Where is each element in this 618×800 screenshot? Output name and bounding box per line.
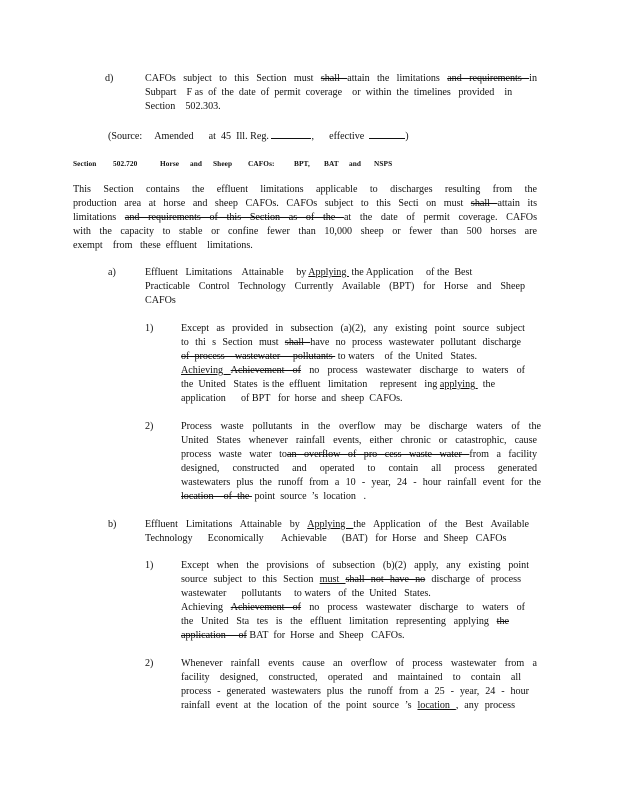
section-heading-word: CAFOs: (248, 159, 275, 168)
item-a1-line-5: the United States is the effluent limitation represent ing applying the (181, 379, 496, 390)
item-b-line-1: Effluent Limitations Attainable by Applying the Application of the Best Available (145, 519, 530, 530)
intro-line-3: limitations and requirements of this Section as of the at the date of permit coverage. CAFOs (73, 212, 537, 223)
item-b2-line-2: facility designed, constructed, operated and maintained to contain all (181, 672, 521, 683)
item-b1-line-3: wastewater pollutants to waters of the United States. (181, 588, 431, 599)
section-heading-number: 502.720 (113, 159, 138, 168)
item-b2-line-4: rainfall event at the location of the point source ’s location , any process (181, 700, 515, 711)
item-a2-line-5: wastewaters plus the runoff from a 10 - year, 24 - hour rainfall event for the (181, 477, 541, 488)
item-a1-line-2: to thi s Section must shall have no process wastewater pollutant discharge (181, 337, 521, 348)
item-b1-line-2: source subject to this Section must shall not have no discharge of process (181, 574, 521, 585)
item-a1-line-1: Except as provided in subsection (a)(2), any existing point source subject (181, 323, 525, 334)
item-b1-line-1: Except when the provisions of subsection (b)(2) apply, any existing point (181, 560, 529, 571)
item-a-label: a) (108, 267, 116, 278)
item-d-line-2: Subpart F as of the date of permit coverage or within the timelines provided in (145, 87, 513, 98)
item-a2-line-2: United States whenever rainfall events, either chronic or catastrophic, cause (181, 435, 537, 446)
section-heading-word: BPT, (294, 159, 310, 168)
item-a-line-3: CAFOs (145, 295, 176, 306)
item-a1-line-4: Achieving Achievement of no process wastewater discharge to waters of (181, 365, 526, 376)
section-heading-word: and (190, 159, 203, 168)
item-a2-label: 2) (145, 421, 154, 432)
item-b2-line-1: Whenever rainfall events cause an overflow of process wastewater from a (181, 658, 537, 669)
item-a2-line-6: location of the point source ’s location . (181, 491, 367, 502)
item-d-line-3: Section 502.303. (145, 101, 221, 112)
intro-line-1: This Section contains the effluent limitations applicable to discharges resulting from the (73, 184, 537, 195)
intro-line-5: exempt from these effluent limitations. (73, 240, 253, 251)
item-b-line-2: Technology Economically Achievable (BAT) for Horse and Sheep CAFOs (145, 533, 507, 544)
item-a-line-2: Practicable Control Technology Currently Available (BPT) for Horse and Sheep (145, 281, 525, 292)
item-a2-line-4: designed, constructed and operated to contain all process generated (181, 463, 537, 474)
item-b1-label: 1) (145, 560, 154, 571)
item-a1-label: 1) (145, 323, 154, 334)
item-a2-line-3: process waste water toan overflow of pro cess waste water from a facility (181, 449, 538, 460)
section-heading-word: Sheep (213, 159, 233, 168)
item-b2-line-3: process - generated wastewaters plus the runoff from a 25 - year, 24 - hour (181, 686, 529, 697)
item-b1-line-5: the United Sta tes is the effluent limitation representing applying the (181, 616, 509, 627)
section-heading-label: Section (73, 159, 97, 168)
item-b-label: b) (108, 519, 117, 530)
section-heading-word: and (349, 159, 362, 168)
section-heading-word: NSPS (374, 159, 393, 168)
item-a1-line-6: application of BPT for horse and sheep CAFOs. (181, 393, 403, 404)
item-b1-line-4: Achieving Achievement of no process wastewater discharge to waters of (181, 602, 526, 613)
section-heading-word: BAT (324, 159, 339, 168)
item-a2-line-1: Process waste pollutants in the overflow may be discharge waters of the (181, 421, 541, 432)
item-d-line-1: CAFOs subject to this Section must shall attain the limitations and requirements in (145, 73, 537, 84)
item-d-label: d) (105, 73, 114, 84)
section-heading-word: Horse (160, 159, 180, 168)
item-b1-line-6: application of BAT for Horse and Sheep CAFOs. (181, 630, 405, 641)
intro-line-2: production area at horse and sheep CAFOs. CAFOs subject to this Secti on must shall attain its (73, 198, 537, 209)
item-a-line-1: Effluent Limitations Attainable by Applying the Application of the Best (145, 267, 473, 278)
source-note: (Source: Amended at 45 Ill. Reg. , effective ) (108, 131, 409, 142)
intro-line-4: with the capacity to stable or confine fewer than 10,000 sheep or fewer than 500 horses are (73, 226, 537, 237)
item-a1-line-3: of process wastewater pollutants to waters of the United States. (181, 351, 478, 362)
item-b2-label: 2) (145, 658, 154, 669)
